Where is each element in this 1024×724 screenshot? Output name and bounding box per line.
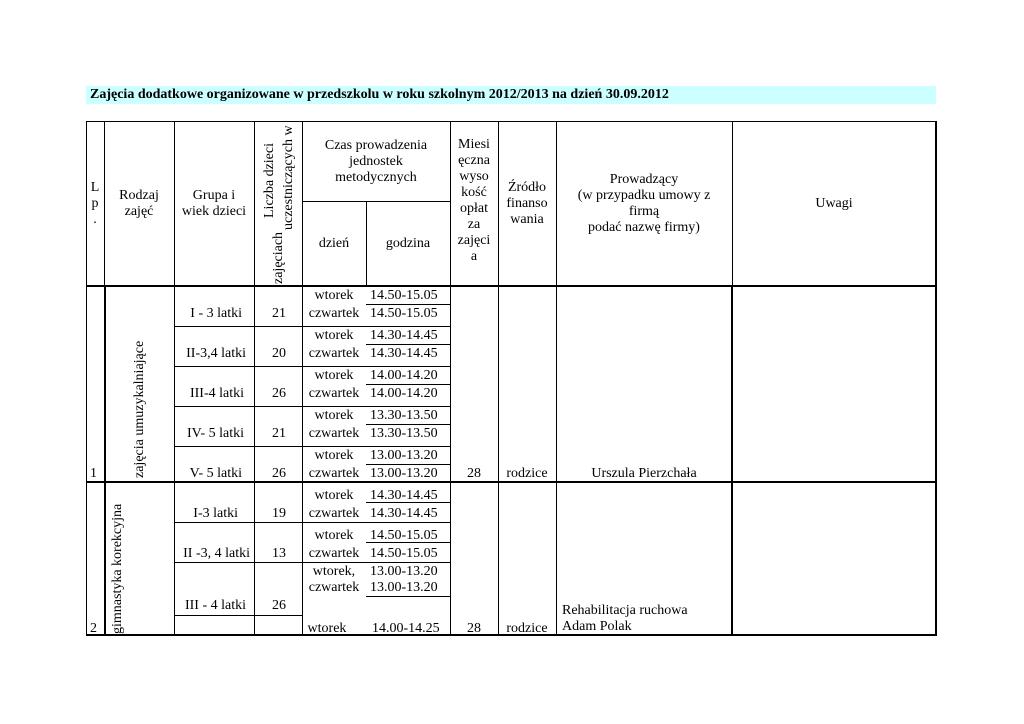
grid-line [174, 446, 450, 447]
section1-dzien-0b: czwartek [308, 306, 360, 321]
grid-line [174, 366, 450, 367]
section1-dzien-2a: wtorek [314, 368, 354, 383]
section1-liczba-3: 21 [272, 426, 286, 441]
section2-zrodlo: rodzice [506, 621, 548, 636]
section1-godzina-0b: 14.50-15.05 [370, 306, 438, 321]
section2-dzien-2c: wtorek [307, 621, 347, 636]
grid-line [366, 464, 450, 465]
section1-dzien-3b: czwartek [308, 426, 360, 441]
section2-godzina-1b: 14.50-15.05 [370, 546, 438, 561]
grid-line [174, 406, 450, 407]
grid-line [731, 286, 733, 635]
section1-godzina-2a: 14.00-14.20 [370, 368, 438, 383]
grid-line [498, 286, 499, 635]
section1-oplata: 28 [467, 466, 481, 481]
section2-dzien-2a: wtorek, [312, 564, 356, 579]
grid-line [366, 596, 450, 597]
grid-line [174, 562, 450, 563]
section2-godzina-0b: 14.30-14.45 [370, 506, 438, 521]
grid-line [366, 304, 450, 305]
grid-line [556, 286, 557, 635]
header-rodzaj: Rodzaj zajęć [119, 188, 159, 219]
section1-lp: 1 [90, 466, 97, 481]
section2-dzien-1b: czwartek [308, 546, 360, 561]
section1-dzien-0a: wtorek [314, 288, 354, 303]
section1-godzina-3b: 13.30-13.50 [370, 426, 438, 441]
section1-godzina-2b: 14.00-14.20 [370, 386, 438, 401]
grid-line [254, 286, 255, 635]
section1-dzien-4b: czwartek [308, 466, 360, 481]
header-prowadzacy: Prowadzący (w przypadku umowy z firmą podać nazwę firmy) [577, 172, 711, 235]
section1-liczba-4: 26 [272, 466, 286, 481]
grid-line [104, 286, 106, 635]
header-uwagi: Uwagi [815, 196, 853, 211]
section2-dzien-2b: czwartek [308, 580, 360, 595]
section2-grupa-1: II -3, 4 latki [183, 546, 250, 561]
grid-line [86, 285, 937, 287]
grid-line [254, 121, 255, 286]
grid-line [86, 121, 937, 122]
section1-dzien-2b: czwartek [308, 386, 360, 401]
section2-dzien-0b: czwartek [308, 506, 360, 521]
header-oplata: Miesi ęczna wyso kość opłat za zajęci a [457, 137, 491, 264]
section1-grupa-2: III-4 latki [189, 386, 244, 401]
grid-line [366, 384, 450, 385]
section1-grupa-0: I - 3 latki [190, 306, 242, 321]
section1-liczba-0: 21 [272, 306, 286, 321]
section1-grupa-4: V- 5 latki [189, 466, 242, 481]
header-lp: L p . [90, 180, 100, 227]
section2-grupa-2: III - 4 latki [184, 598, 246, 613]
section1-godzina-0a: 14.50-15.05 [370, 288, 438, 303]
grid-line [366, 344, 450, 345]
section2-prowadzacy: Rehabilitacja ruchowa Adam Polak [562, 603, 688, 634]
section2-liczba-2: 26 [272, 598, 286, 613]
header-grupa: Grupa i wiek dzieci [181, 188, 247, 219]
section2-godzina-1a: 14.50-15.05 [370, 528, 438, 543]
grid-line [86, 121, 87, 635]
grid-line [174, 286, 175, 635]
section2-rodzaj: gimnastyka korekcyjna [110, 503, 125, 634]
page-title: Zajęcia dodatkowe organizowane w przedszkolu w roku szkolnym 2012/2013 na dzień 30.09.2012 [86, 86, 936, 104]
header-liczba-line1: Liczba dzieci [262, 142, 277, 218]
header-zrodlo: Źródło finanso wania [506, 180, 548, 227]
grid-line [174, 522, 450, 523]
grid-line [366, 424, 450, 425]
header-czas: Czas prowadzenia jednostek metodycznych [324, 138, 428, 185]
section1-godzina-3a: 13.30-13.50 [370, 408, 438, 423]
section1-dzien-4a: wtorek [314, 448, 354, 463]
section2-liczba-0: 19 [272, 506, 286, 521]
header-liczba-line3: zajęciach [271, 231, 286, 284]
grid-line [302, 201, 450, 202]
section2-godzina-2c: 14.00-14.25 [372, 621, 440, 636]
section2-oplata: 28 [467, 621, 481, 636]
section2-liczba-1: 13 [272, 546, 286, 561]
section1-dzien-1a: wtorek [314, 328, 354, 343]
section1-grupa-1: II-3,4 latki [186, 346, 246, 361]
section1-godzina-1a: 14.30-14.45 [370, 328, 438, 343]
section2-dzien-1a: wtorek [314, 528, 354, 543]
section1-godzina-4b: 13.00-13.20 [370, 466, 438, 481]
section2-godzina-2b: 13.00-13.20 [370, 580, 438, 595]
section1-zrodlo: rodzice [506, 466, 548, 481]
section2-grupa-0: I-3 latki [193, 506, 238, 521]
section1-dzien-3a: wtorek [314, 408, 354, 423]
section1-godzina-1b: 14.30-14.45 [370, 346, 438, 361]
grid-line [174, 615, 302, 616]
section1-prowadzacy: Urszula Pierzchała [591, 466, 697, 481]
section1-liczba-1: 20 [272, 346, 286, 361]
section1-liczba-2: 26 [272, 386, 286, 401]
section1-dzien-1b: czwartek [308, 346, 360, 361]
section2-godzina-2a: 13.00-13.20 [370, 564, 438, 579]
grid-line [450, 286, 451, 635]
header-liczba-line2: uczestniczących w [281, 125, 296, 230]
section2-lp: 2 [90, 621, 97, 636]
section1-grupa-3: IV- 5 latki [186, 426, 244, 441]
section2-godzina-0a: 14.30-14.45 [370, 488, 438, 503]
section2-dzien-0a: wtorek [314, 488, 354, 503]
header-dzien: dzień [318, 236, 350, 251]
header-godzina: godzina [385, 236, 431, 251]
section1-godzina-4a: 13.00-13.20 [370, 448, 438, 463]
grid-line [174, 326, 450, 327]
section1-rodzaj: zajęcia umuzykalniające [132, 340, 147, 478]
